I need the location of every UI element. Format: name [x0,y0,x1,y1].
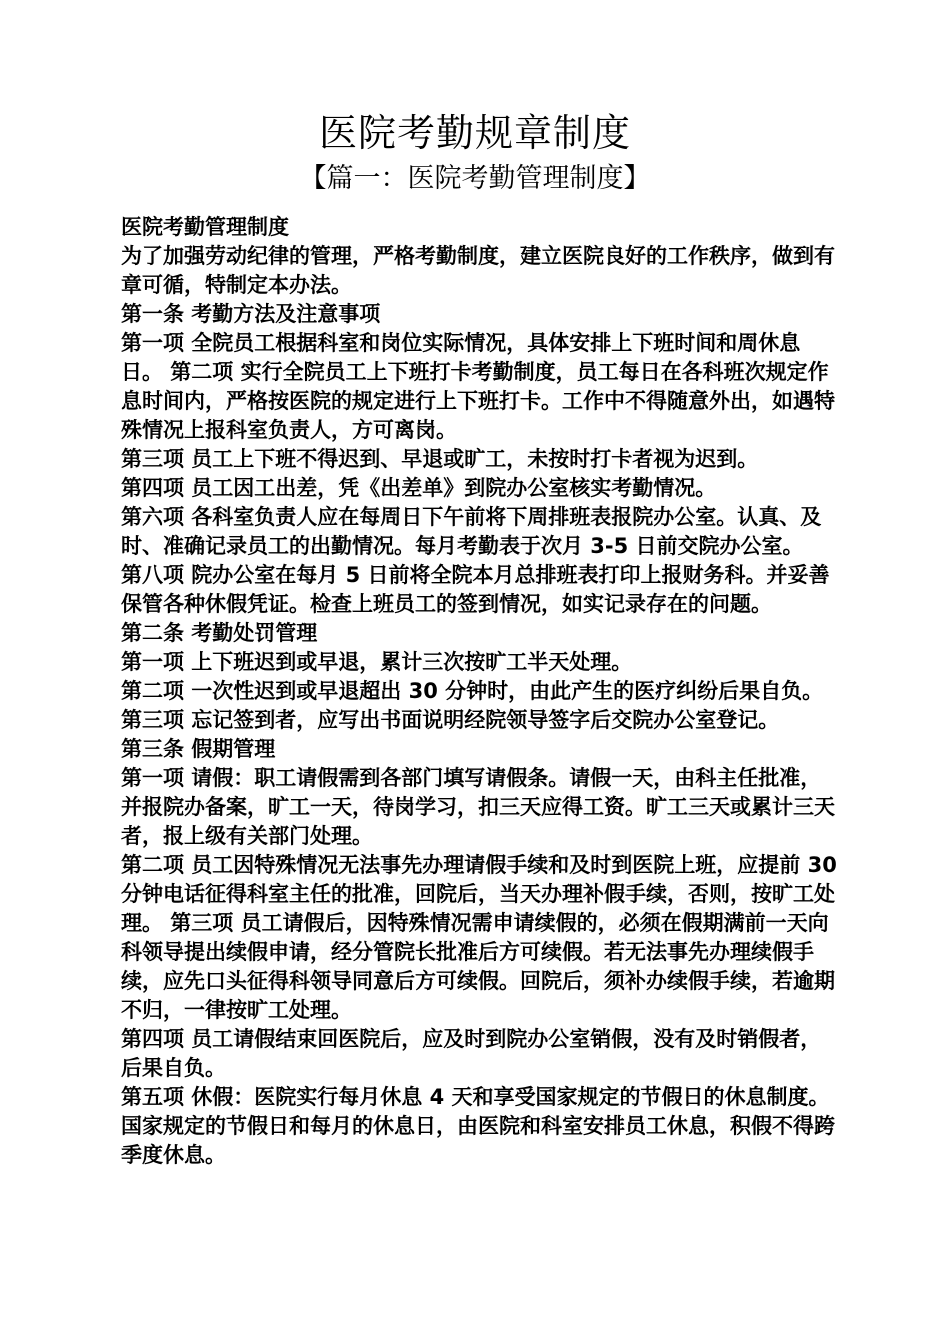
paragraph: 第一项 上下班迟到或早退，累计三次按旷工半天处理。 [121,650,633,674]
paragraph: 第一项 全院员工根据科室和岗位实际情况，具体安排上下班时间和周休息日。 第二项 实行全院员工上下班打卡考勤制度，员工每日在各科班次规定作息时间内，严格按医院的规定进行上下班打卡。工作中不得随意外出，如遇特殊情况上报科室负责人，方可离岗。 [121,331,835,442]
section-heading: 医院考勤管理制度 [121,215,289,239]
document-body [115,213,840,1170]
paragraph: 第八项 院办公室在每月 5 日前将全院本月总排班表打印上报财务科。并妥善保管各种休假凭证。检查上班员工的签到情况，如实记录存在的问题。 [121,563,830,616]
paragraph: 第四项 员工因工出差，凭《出差单》到院办公室核实考勤情况。 [121,476,717,500]
paragraph: 第一项 请假：职工请假需到各部门填写请假条。请假一天，由科主任批准，并报院办备案，旷工一天，待岗学习，扣三天应得工资。旷工三天或累计三天者，报上级有关部门处理。 [121,766,835,848]
paragraph: 第五项 休假：医院实行每月休息 4 天和享受国家规定的节假日的休息制度。国家规定的节假日和每月的休息日，由医院和科室安排员工休息，积假不得跨季度休息。 [121,1085,835,1167]
paragraph: 第三项 员工上下班不得迟到、早退或旷工，未按时打卡者视为迟到。 [121,447,759,471]
paragraph: 第四项 员工请假结束回医院后，应及时到院办公室销假，没有及时销假者，后果自负。 [121,1027,822,1080]
paragraph: 第二项 员工因特殊情况无法事先办理请假手续和及时到医院上班，应提前 30 分钟电话征得科室主任的批准，回院后，当天办理补假手续，否则，按旷工处理。 第三项 员工请假后，因特殊情况需申请续假的，必须在假期满前一天向科领导提出续假申请，经分管院长批准后方可续假。若无法事先办理续假手续，应先口头征得科领导同意后方可续假。回院后，须补办续假手续，若逾期不归，一律按旷工处理。 [121,853,837,1022]
paragraph: 为了加强劳动纪律的管理，严格考勤制度，建立医院良好的工作秩序，做到有章可循，特制定本办法。 [121,244,835,297]
document-subtitle: 【篇一：医院考勤管理制度】 [299,163,651,194]
article-heading: 第二条 考勤处罚管理 [121,621,318,645]
article-heading: 第一条 考勤方法及注意事项 [121,302,381,326]
document-title: 医院考勤规章制度 [318,111,631,155]
paragraph: 第二项 一次性迟到或早退超出 30 分钟时，由此产生的医疗纠纷后果自负。 第三项 忘记签到者，应写出书面说明经院领导签字后交院办公室登记。 [121,679,824,732]
article-heading: 第三条 假期管理 [121,737,276,761]
paragraph: 第六项 各科室负责人应在每周日下午前将下周排班表报院办公室。认真、及时、准确记录员工的出勤情况。每月考勤表于次月 3-5 日前交院办公室。 [121,505,822,558]
